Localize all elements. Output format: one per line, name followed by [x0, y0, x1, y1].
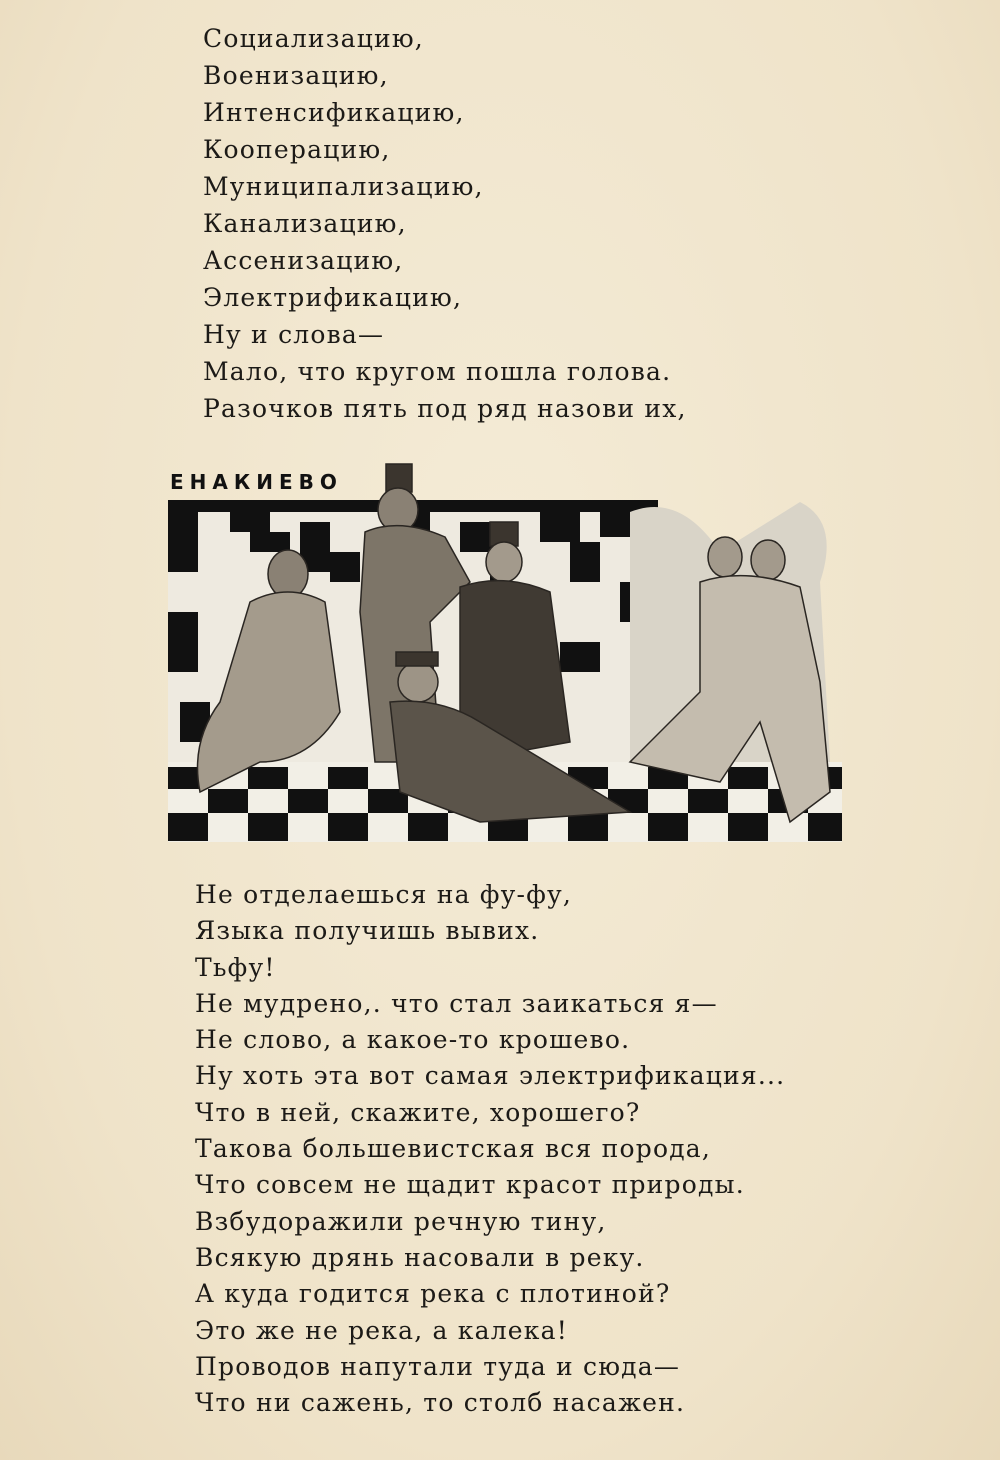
- poem-line: Мало, что кругом пошла голова.: [203, 357, 672, 386]
- poem-line: Интенсификацию,: [203, 98, 465, 127]
- poem-line: Всякую дрянь насовали в реку.: [195, 1242, 645, 1272]
- poem-line: Что в ней, скажите, хорошего?: [195, 1097, 641, 1127]
- poem-line: Такова большевистская вся порода,: [195, 1134, 712, 1164]
- poem-line: Ассенизацию,: [203, 246, 404, 275]
- poem-line: Что совсем не щадит красот природы.: [195, 1170, 745, 1200]
- poem-line: Что ни сажень, то столб насажен.: [195, 1388, 686, 1418]
- poem-line: Социализацию,: [203, 24, 424, 53]
- poem-line: Языка получишь вывих.: [195, 916, 540, 946]
- poem-line: Взбудоражили речную тину,: [195, 1206, 607, 1236]
- poem-line: Не мудрено,. что стал заикаться я—: [195, 988, 718, 1018]
- poem-line: Не отделаешься на фу-фу,: [195, 880, 573, 909]
- theatre-photo-illustration: [160, 462, 850, 847]
- poem-line: Разочков пять под ряд назови их,: [203, 394, 687, 423]
- poem-line: Электрификацию,: [203, 283, 463, 312]
- photo-caption-label: ЕНАКИЕВО: [170, 470, 343, 494]
- poem-line: Ну хоть эта вот самая электрификация...: [195, 1061, 786, 1091]
- poem-stanza-bottom: [195, 877, 785, 1421]
- poem-line: Не слово, а какое-то крошево.: [195, 1025, 631, 1055]
- poem-line: Муниципализацию,: [203, 172, 484, 201]
- poem-line: Военизацию,: [203, 61, 389, 90]
- poem-line: А куда годится река с плотиной?: [195, 1279, 671, 1309]
- photo-image: [160, 462, 850, 847]
- poem-line: Проводов напутали туда и сюда—: [195, 1351, 681, 1381]
- poem-line: Канализацию,: [203, 209, 407, 238]
- poem-line: Тьфу!: [195, 952, 276, 982]
- poem-line: Кооперацию,: [203, 135, 391, 164]
- poem-line: Это же не река, а калека!: [195, 1315, 568, 1345]
- poem-line: Ну и слова—: [203, 320, 385, 349]
- poem-stanza-top: [203, 20, 687, 427]
